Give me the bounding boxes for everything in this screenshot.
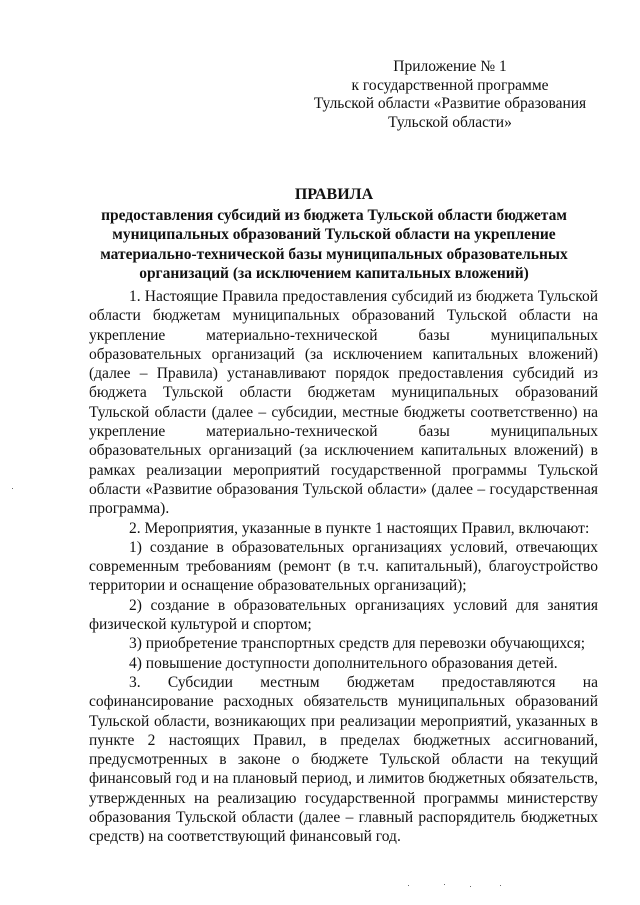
document-body: [89, 287, 598, 847]
list-item-1: 1) создание в образовательных организациях условий, отвечающих современным требованиям (ремонт (в т.ч. капитальный), благоустройство территории и оснащение образовательных организаций);: [89, 538, 598, 595]
scan-speck: [408, 885, 409, 886]
appendix-line-4: Тульской области»: [388, 113, 512, 131]
paragraph-2: 2. Мероприятия, указанные в пункте 1 настоящих Правил, включают:: [129, 519, 590, 537]
document-subtitle: предоставления субсидий из бюджета Тульской области бюджетам муниципальных образований Тульской области на укрепление материально-технической базы муниципальных образовательных организаций (за исключением капитальных вложений): [100, 206, 568, 282]
list-item-4: 4) повышение доступности дополнительного образования детей.: [129, 654, 558, 672]
paragraph-1: 1. Настоящие Правила предоставления субсидий из бюджета Тульской области бюджетам муниципальных образований Тульской области на укрепление материально-технической базы муниципальных образовательных организаций (за исключением капитальных вложений) (далее – Правила) устанавливают порядок предоставления субсидий из бюджета Тульской области бюджетам муниципальных образований Тульской области (далее – субсидии, местные бюджеты соответственно) на укрепление материально-технической базы муниципальных образовательных организаций (за исключением капитальных вложений) в рамках реализации мероприятий государственной программы Тульской области «Развитие образования Тульской области» (далее – государственная программа).: [89, 288, 598, 518]
scan-speck: [444, 884, 445, 885]
scan-speck: [500, 885, 501, 886]
appendix-line-1: Приложение № 1: [393, 58, 507, 75]
document-title: ПРАВИЛА: [294, 186, 374, 203]
list-item-3: 3) приобретение транспортных средств для перевозки обучающихся;: [129, 635, 586, 653]
paragraph-3: 3. Субсидии местным бюджетам предоставляются на софинансирование расходных обязательств муниципальных образований Тульской области, возникающих при реализации мероприятий, указанных в пункте 2 настоящих Правил, в пределах бюджетных ассигнований, предусмотренных в законе о бюджете Тульской области на текущий финансовый год и на плановый период, и лимитов бюджетных обязательств, утвержденных на реализацию государственной программы министерству образования Тульской области (далее – главный распорядитель бюджетных средств) на соответствующий финансовый год.: [89, 673, 598, 846]
document-title-block: [90, 185, 578, 284]
appendix-header: [300, 58, 600, 132]
appendix-line-3: Тульской области «Развитие образования: [313, 95, 587, 112]
list-item-2: 2) создание в образовательных организациях условий для занятия физической культурой и спортом;: [89, 596, 598, 634]
appendix-line-2: к государственной программе: [351, 76, 549, 94]
scan-speck: [470, 886, 471, 887]
scan-speck: [12, 488, 13, 489]
